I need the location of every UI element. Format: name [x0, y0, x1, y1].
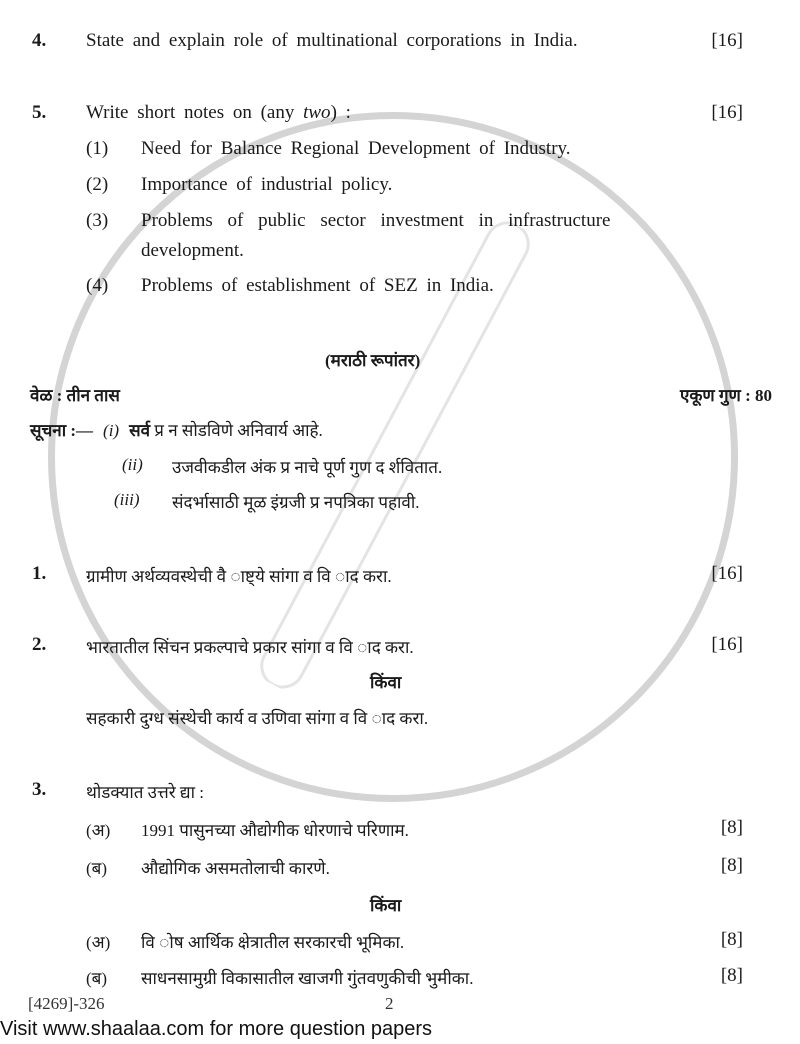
question-number: 3. — [32, 779, 47, 800]
question-marks: [16] — [711, 102, 743, 123]
question-text: भारतातील सिंचन प्रकल्पाचे प्रकार सांगा व वि ाद करा. — [86, 638, 414, 657]
item-marks: [8] — [720, 965, 743, 986]
instruction-text: संदर्भासाठी मूळ इंग्रजी प्र नपत्रिका पहावी. — [172, 493, 420, 512]
section-heading: (मराठी रूपांतर) — [325, 351, 421, 370]
text: ) : — [330, 102, 351, 123]
item-number: (1) — [86, 138, 109, 159]
item-number: (अ) — [86, 821, 111, 840]
item-marks: [8] — [720, 929, 743, 950]
question-number: 5. — [32, 102, 47, 123]
time-allowed: वेळ : तीन तास — [30, 386, 120, 405]
text: प्र न सोडविणे अनिवार्य आहे. — [154, 421, 323, 440]
item-text: औद्योगिक असमतोलाची कारणे. — [141, 859, 330, 878]
instruction-number: (iii) — [114, 490, 140, 509]
total-marks: एकूण गुण : 80 — [679, 386, 772, 405]
item-text: Need for Balance Regional Development of Industry. — [141, 138, 571, 159]
question-number: 1. — [32, 563, 47, 584]
item-number: (अ) — [86, 933, 111, 952]
or-separator: किंवा — [370, 896, 402, 915]
or-separator: किंवा — [370, 673, 402, 692]
text-bold: सर्व — [129, 421, 151, 440]
item-text: Importance of industrial policy. — [141, 174, 393, 195]
instruction-number: (ii) — [122, 455, 143, 474]
question-marks: [16] — [711, 634, 743, 655]
item-text-continued: development. — [141, 240, 244, 261]
text-emphasis: two — [303, 102, 331, 123]
instruction-text — [129, 418, 323, 441]
instruction-row — [30, 418, 323, 441]
question-number: 2. — [32, 634, 47, 655]
question-marks: [16] — [711, 30, 743, 51]
text: Write short notes on (any — [86, 102, 304, 123]
item-number: (ब) — [86, 859, 108, 878]
question-text-alternative: सहकारी दुग्ध संस्थेची कार्य व उणिवा सांगा व वि ाद करा. — [86, 709, 429, 728]
instruction-text: उजवीकडील अंक प्र नाचे पूर्ण गुण द र्शवितात. — [172, 458, 443, 477]
item-text: साधनसामुग्री विकासातील खाजगी गुंतवणुकीची भुमीका. — [141, 969, 474, 988]
instructions-label: सूचना :— — [30, 421, 94, 440]
item-marks: [8] — [720, 817, 743, 838]
question-text: ग्रामीण अर्थव्यवस्थेची वैै ाष्ट्ये सांगा व वि ाद करा. — [86, 567, 392, 586]
page-number: 2 — [385, 994, 394, 1013]
item-text: Problems of public sector investment in infrastructure — [141, 210, 611, 231]
question-number: 4. — [32, 30, 47, 51]
question-text: State and explain role of multinational corporations in India. — [86, 30, 578, 51]
item-marks: [8] — [720, 855, 743, 876]
question-text — [86, 102, 351, 124]
item-text: 1991 पासुनच्या औद्योगीक धोरणाचे परिणाम. — [141, 821, 409, 840]
item-number: (ब) — [86, 969, 108, 988]
item-number: (3) — [86, 210, 109, 231]
instruction-number: (i) — [103, 421, 120, 440]
item-number: (2) — [86, 174, 109, 195]
visit-link[interactable]: Visit www.shaalaa.com for more question papers — [0, 1018, 433, 1040]
item-number: (4) — [86, 275, 109, 296]
item-text: Problems of establishment of SEZ in India. — [141, 275, 494, 296]
question-text: थोडक्यात उत्तरे द्या : — [86, 783, 205, 802]
paper-code: [4269]-326 — [28, 994, 105, 1013]
item-text: वि ोष आर्थिक क्षेत्रातील सरकारची भूमिका. — [141, 933, 405, 952]
question-marks: [16] — [711, 563, 743, 584]
